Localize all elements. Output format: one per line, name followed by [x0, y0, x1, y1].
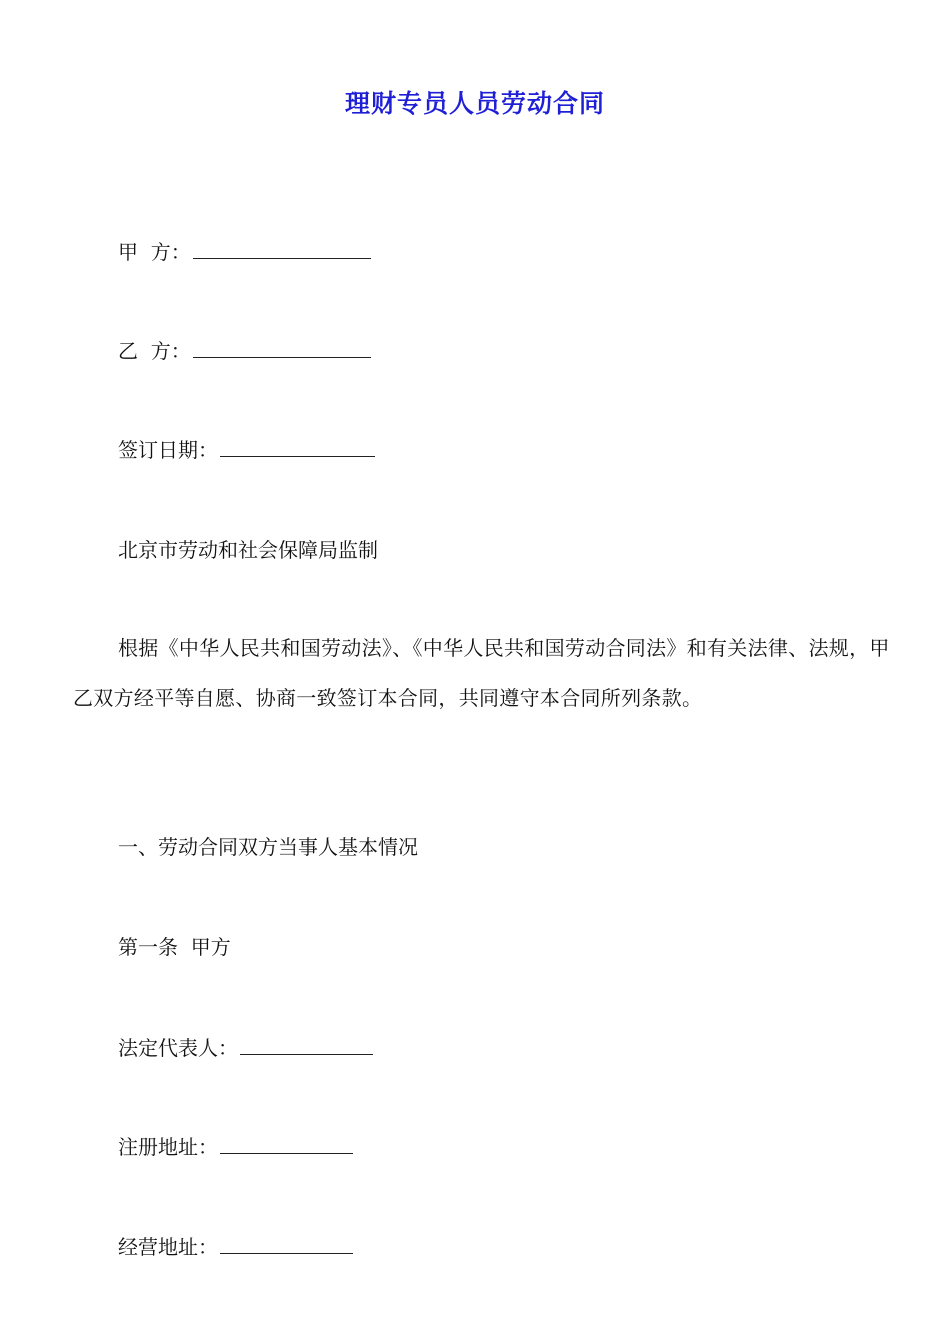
party-a-line: [118, 238, 371, 266]
registered-address-line: [118, 1133, 353, 1161]
party-a-blank: [193, 240, 371, 259]
sign-date-label: 签订日期：: [118, 438, 218, 462]
registered-address-blank: [220, 1135, 353, 1154]
party-b-line: [118, 337, 371, 365]
section-1-heading: 一、劳动合同双方当事人基本情况: [118, 835, 418, 859]
party-b-label: 乙 方：: [118, 339, 191, 363]
sign-date-blank: [220, 438, 375, 457]
legal-rep-line: [118, 1034, 373, 1062]
supervisor-line: 北京市劳动和社会保障局监制: [118, 538, 378, 562]
legal-rep-label: 法定代表人：: [118, 1036, 238, 1060]
party-b-blank: [193, 339, 371, 358]
business-address-blank: [220, 1235, 353, 1254]
article-1-heading: 第一条 甲方: [118, 935, 231, 959]
party-a-label: 甲 方：: [118, 240, 191, 264]
preamble-paragraph: 根据《中华人民共和国劳动法》、《中华人民共和国劳动合同法》和有关法律、法规，甲乙双方经平等自愿、协商一致签订本合同，共同遵守本合同所列条款。: [73, 636, 890, 710]
legal-rep-blank: [240, 1036, 373, 1055]
business-address-line: [118, 1233, 353, 1261]
registered-address-label: 注册地址：: [118, 1135, 218, 1159]
document-title: 理财专员人员劳动合同: [344, 89, 605, 118]
sign-date-line: [118, 436, 375, 464]
business-address-label: 经营地址：: [118, 1235, 218, 1259]
